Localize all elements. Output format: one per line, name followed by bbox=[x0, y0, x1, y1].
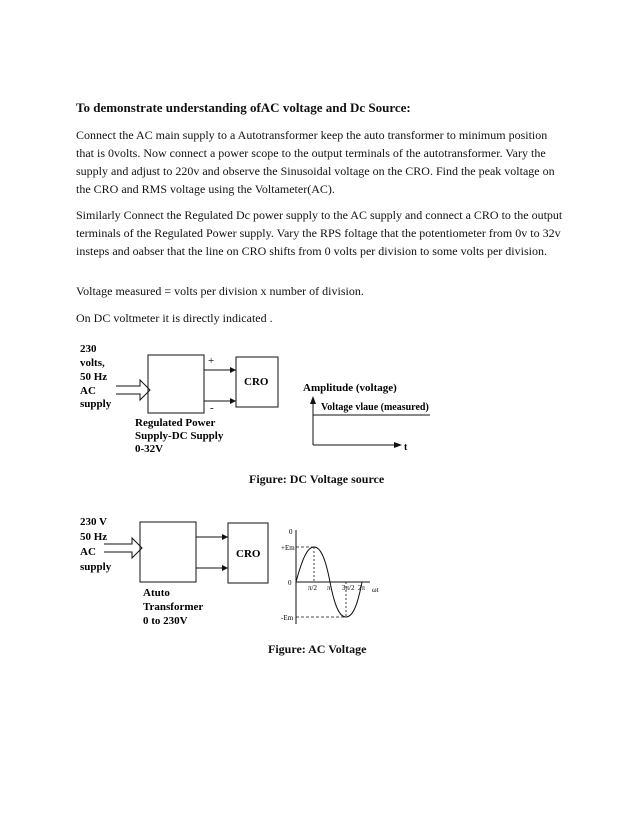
autotransformer-box bbox=[140, 522, 196, 582]
tick-two-pi: 2π bbox=[358, 584, 366, 592]
ac-input-line: AC bbox=[80, 546, 96, 558]
t-axis-label: t bbox=[404, 442, 408, 453]
ac-input-arrow bbox=[104, 538, 142, 558]
paragraph-dc-procedure: Similarly Connect the Regulated Dc power supply to the AC supply and connect a CRO to the output terminals of the Regulated Power supply. Vary the RPS foltage that the potentiometer from 0v to 32v insteps and oabser that the line on CRO shifts from 0 volts per division to some volts per division. bbox=[76, 208, 563, 258]
ac-input-line: 50 Hz bbox=[80, 531, 108, 543]
tick-pi-half: π/2 bbox=[308, 584, 317, 592]
paragraph-voltage-formula: Voltage measured = volts per division x number of division. bbox=[76, 284, 364, 298]
voltage-value-label: Voltage vlaue (measured) bbox=[321, 402, 429, 413]
dc-input-line: AC bbox=[80, 385, 96, 397]
rps-label-line: Regulated Power bbox=[135, 417, 216, 429]
ac-cro-label: CRO bbox=[236, 548, 261, 560]
tick-three-pi-half: 3π/2 bbox=[342, 584, 355, 592]
autotransformer-label-line: Transformer bbox=[143, 601, 204, 613]
page-heading: To demonstrate understanding ofAC voltage and Dc Source: bbox=[76, 100, 411, 115]
paragraph-ac-procedure: Connect the AC main supply to a Autotransformer keep the auto transformer to minimum position that is 0volts. Now connect a power scope to the output terminals of the autotransformer. Vary the supply and adjust to 220v and observe the Sinusoidal voltage on the CRO. Find the peak voltage on the CRO and RMS voltage using the Voltameter(AC). bbox=[76, 128, 555, 196]
omega-t-label: ωt bbox=[372, 586, 379, 594]
paragraph-dc-voltmeter: On DC voltmeter it is directly indicated . bbox=[76, 311, 273, 325]
autotransformer-label-line: 0 to 230V bbox=[143, 615, 188, 627]
amplitude-label: Amplitude (voltage) bbox=[303, 382, 397, 394]
tick-pi: π bbox=[327, 584, 331, 592]
rps-label-line: Supply-DC Supply bbox=[135, 430, 224, 442]
dc-figure-caption: Figure: DC Voltage source bbox=[249, 472, 385, 486]
plus-terminal: + bbox=[208, 355, 215, 367]
ac-output-arrow bbox=[222, 565, 228, 571]
minus-terminal: - bbox=[210, 402, 214, 414]
dc-input-line: volts, bbox=[80, 357, 105, 369]
dc-input-line: 50 Hz bbox=[80, 371, 108, 383]
dc-input-line: 230 bbox=[80, 343, 97, 355]
autotransformer-label-line: Atuto bbox=[143, 587, 170, 599]
rps-label-line: 0-32V bbox=[135, 443, 164, 455]
pos-em-label: +Em bbox=[281, 544, 295, 552]
ac-input-line: supply bbox=[80, 561, 112, 573]
dc-cro-label: CRO bbox=[244, 376, 269, 388]
dc-input-line: supply bbox=[80, 398, 112, 410]
ac-figure-caption: Figure: AC Voltage bbox=[268, 642, 367, 656]
ac-input-line: 230 V bbox=[80, 516, 107, 528]
neg-em-label: -Em bbox=[281, 614, 294, 622]
zero-label: 0 bbox=[288, 579, 292, 587]
ac-output-arrow bbox=[222, 534, 228, 540]
ac-y-top-label: 0 bbox=[289, 528, 293, 536]
